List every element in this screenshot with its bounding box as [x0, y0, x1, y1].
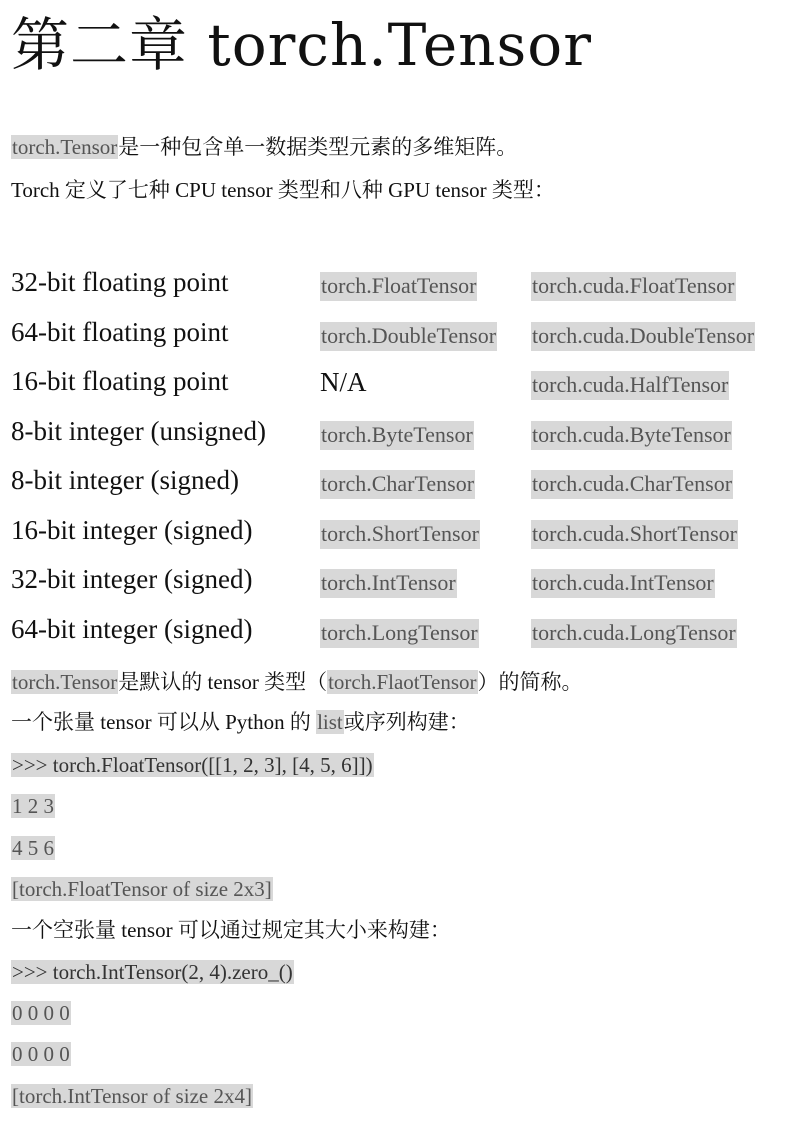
dtype-cell: 64-bit integer (signed) — [11, 614, 253, 644]
code-line — [11, 751, 374, 779]
table-row — [11, 464, 791, 504]
code-line — [11, 999, 71, 1027]
code-output: [torch.FloatTensor of size 2x3] — [12, 877, 272, 901]
intro-line-2: Torch 定义了七种 CPU tensor 类型和八种 GPU tensor 类型： — [11, 178, 555, 202]
gpu-tensor-cell: torch.cuda.DoubleTensor — [531, 322, 755, 351]
cpu-tensor-cell: torch.CharTensor — [320, 470, 475, 499]
dtype-cell: 16-bit floating point — [11, 366, 229, 396]
code-line — [11, 834, 55, 862]
table-row — [11, 266, 791, 306]
code-output: 0 0 0 0 — [12, 1042, 70, 1066]
cpu-tensor-cell: torch.LongTensor — [320, 619, 479, 648]
cpu-tensor-cell: torch.DoubleTensor — [320, 322, 497, 351]
table-row — [11, 365, 791, 405]
gpu-tensor-cell: torch.cuda.IntTensor — [531, 569, 715, 598]
list-construct-note — [11, 708, 470, 736]
inline-code: torch.FlaotTensor — [328, 670, 477, 694]
code-line — [11, 792, 55, 820]
chapter-title: 第二章 torch.Tensor — [11, 11, 592, 79]
note-text: 是默认的 tensor 类型（ — [118, 670, 328, 694]
code-command: >>> torch.IntTensor(2, 4).zero_() — [12, 960, 293, 984]
gpu-tensor-cell: torch.cuda.ShortTensor — [531, 520, 738, 549]
intro-text: 是一种包含单一数据类型元素的多维矩阵。 — [118, 135, 518, 159]
note-text: ）的简称。 — [477, 670, 583, 694]
dtype-cell: 32-bit floating point — [11, 267, 229, 297]
table-row — [11, 415, 791, 455]
inline-code: list — [317, 710, 343, 734]
table-row — [11, 613, 791, 653]
code-line — [11, 958, 294, 986]
code-output: [torch.IntTensor of size 2x4] — [12, 1084, 252, 1108]
table-row — [11, 514, 791, 554]
note-text: 或序列构建： — [343, 710, 470, 734]
code-output: 4 5 6 — [12, 836, 54, 860]
code-line — [11, 1082, 253, 1110]
dtype-cell: 16-bit integer (signed) — [11, 515, 253, 545]
dtype-cell: 32-bit integer (signed) — [11, 564, 253, 594]
inline-code: torch.Tensor — [12, 135, 118, 159]
intro-line-1 — [11, 133, 517, 161]
table-row — [11, 316, 791, 356]
cpu-tensor-cell: torch.ByteTensor — [320, 421, 474, 450]
cpu-tensor-cell: torch.IntTensor — [320, 569, 457, 598]
gpu-tensor-cell: torch.cuda.HalfTensor — [531, 371, 729, 400]
code-output: 0 0 0 0 — [12, 1001, 70, 1025]
code-output: 1 2 3 — [12, 794, 54, 818]
gpu-tensor-cell: torch.cuda.ByteTensor — [531, 421, 732, 450]
table-row — [11, 563, 791, 603]
cpu-tensor-cell: torch.ShortTensor — [320, 520, 480, 549]
dtype-cell: 64-bit floating point — [11, 317, 229, 347]
dtype-cell: 8-bit integer (unsigned) — [11, 416, 266, 446]
default-type-note — [11, 668, 583, 696]
cpu-tensor-cell: N/A — [320, 367, 367, 397]
inline-code: torch.Tensor — [12, 670, 118, 694]
cpu-tensor-cell: torch.FloatTensor — [320, 272, 477, 301]
note-text: 一个张量 tensor 可以从 Python 的 — [11, 710, 317, 734]
gpu-tensor-cell: torch.cuda.LongTensor — [531, 619, 737, 648]
gpu-tensor-cell: torch.cuda.CharTensor — [531, 470, 733, 499]
code-command: >>> torch.FloatTensor([[1, 2, 3], [4, 5, 6]]) — [12, 753, 373, 777]
code-line — [11, 1040, 71, 1068]
empty-tensor-note: 一个空张量 tensor 可以通过规定其大小来构建： — [11, 918, 451, 942]
code-line — [11, 875, 273, 903]
gpu-tensor-cell: torch.cuda.FloatTensor — [531, 272, 736, 301]
dtype-cell: 8-bit integer (signed) — [11, 465, 239, 495]
